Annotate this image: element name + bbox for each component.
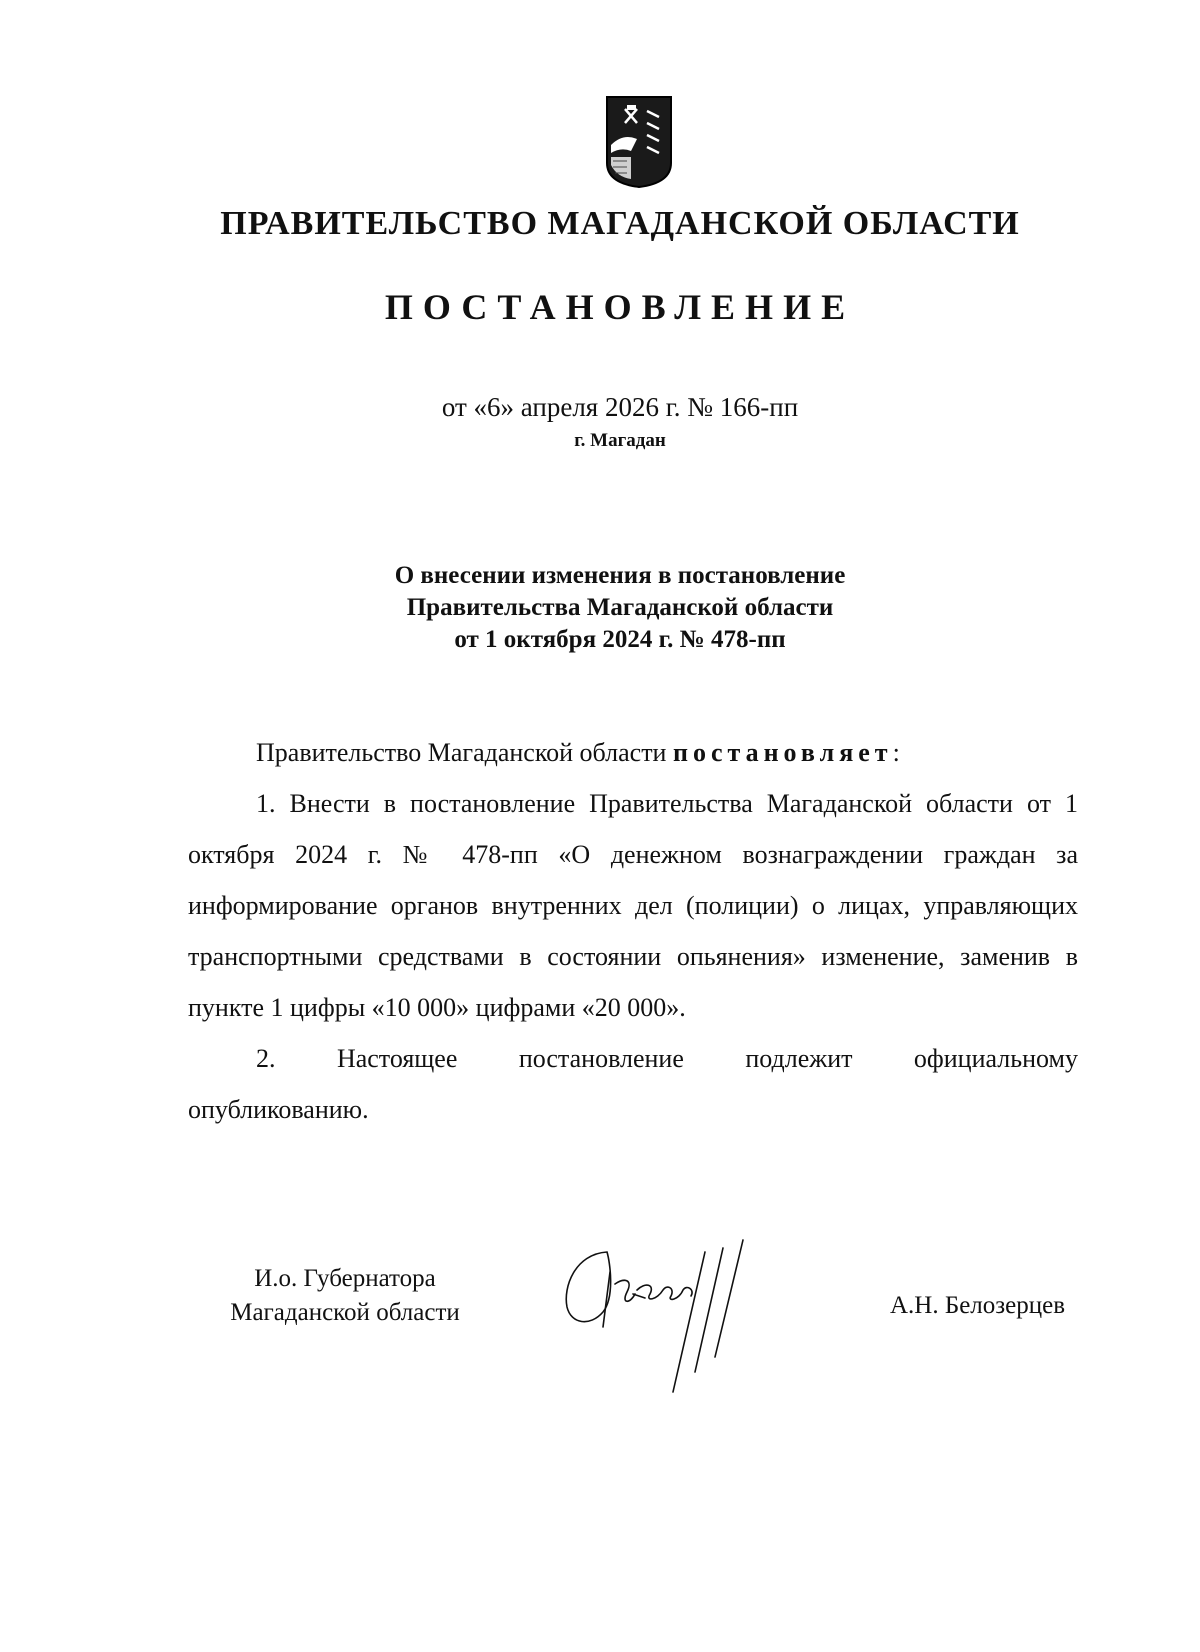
coat-of-arms-emblem [603,93,675,189]
item-2-word: 2. [256,1044,276,1073]
item-2-word: подлежит [745,1044,853,1073]
handwritten-signature [555,1232,775,1407]
item-2-first-line [188,1033,1078,1084]
document-body [188,727,1078,1135]
item-2-word: Настоящее [336,1044,458,1073]
preamble-suffix: : [892,738,900,767]
position-line: Магаданской области [230,1299,460,1326]
signatory-position [200,1262,490,1330]
document-type: ПОСТАНОВЛЕНИЕ [384,287,856,327]
document-date-number: от «6» апреля 2026 г. № 166-пп [441,392,799,422]
preamble-paragraph [188,727,1078,778]
preamble-prefix: Правительство Магаданской области [256,738,667,767]
subject-line: Правительства Магаданской области [406,594,834,621]
subject-line: от 1 октября 2024 г. № 478-пп [454,626,786,653]
document-subject [0,560,1200,656]
position-line: И.о. Губернатора [254,1265,436,1292]
organization-title: ПРАВИТЕЛЬСТВО МАГАДАНСКОЙ ОБЛАСТИ [220,205,1020,242]
item-2-word: постановление [518,1044,684,1073]
item-2-word: официальному [913,1044,1078,1073]
subject-line: О внесении изменения в постановление [394,562,846,589]
item-2-continuation: опубликованию. [188,1095,369,1124]
signatory-name: А.Н. Белозерцев [890,1292,1066,1319]
item-1-paragraph: 1. Внести в постановление Правительства Магаданской области от 1 октября 2024 г. № 478-пп «О денежном вознаграждении граждан за информирование органов внутренних дел (полиции) о лицах, управляющих транспортными средствами в состоянии опьянения» изменение, заменив в пункте 1 цифры «10 000» цифрами «20 000». [188,789,1078,1022]
document-city: г. Магадан [574,430,666,451]
preamble-verb: постановляет [672,738,893,767]
